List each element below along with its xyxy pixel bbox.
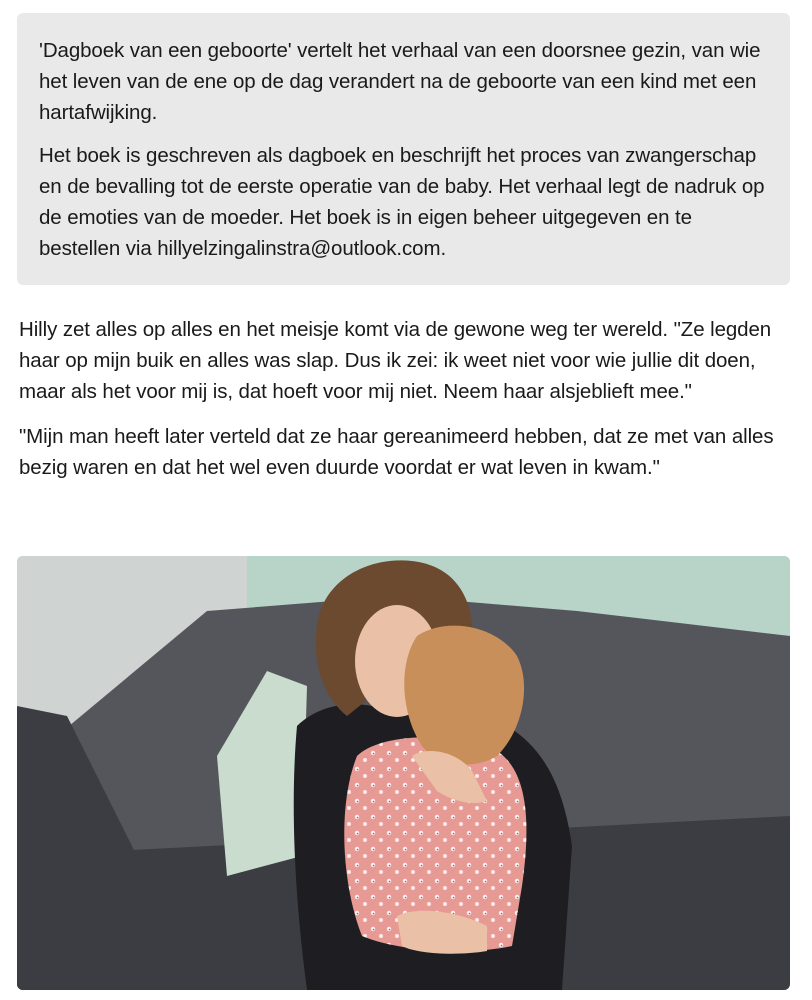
photo-child-hair (404, 626, 524, 765)
book-info-paragraph: 'Dagboek van een geboorte' vertelt het verhaal van een doorsnee gezin, van wie het leven van de ene op de dag verandert na de geboorte van een kind met een hartafwijking. (39, 39, 761, 124)
article-paragraph: Hilly zet alles op alles en het meisje komt via de gewone weg ter wereld. "Ze legden haar op mijn buik en alles was slap. Dus ik zei: ik weet niet voor wie jullie dit doen, maar als het voor mij is, dat hoeft voor mij niet. Neem haar alsjeblieft mee." (19, 318, 772, 403)
book-info-paragraph: Het boek is geschreven als dagboek en beschrijft het proces van zwangerschap en de bevalling tot de eerste operatie van de baby. Het verhaal legt de nadruk op de emoties van de moeder. Het boek is in eigen beheer uitgegeven en te bestellen via hillyelzingalinstra@outlook.com. (39, 144, 765, 260)
photo-mother-and-child-illustration (17, 556, 790, 990)
article-body (19, 314, 789, 497)
book-info-box (17, 13, 790, 285)
article-paragraph: "Mijn man heeft later verteld dat ze haar gereanimeerd hebben, dat ze met van alles bezig waren en dat het wel even duurde voordat er wat leven in kwam." (19, 425, 774, 479)
article-photo (17, 556, 790, 990)
